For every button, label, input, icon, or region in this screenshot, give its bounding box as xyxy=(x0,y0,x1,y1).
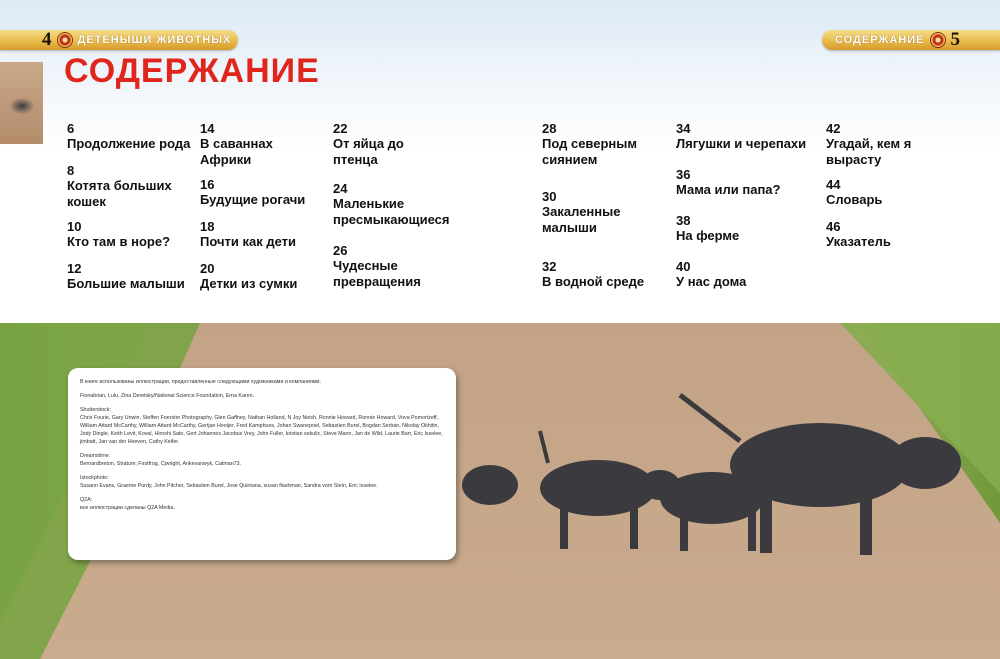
toc-title: Под северным сиянием xyxy=(542,136,637,167)
toc-entry[interactable] xyxy=(676,260,826,290)
toc-page-number: 26 xyxy=(333,243,348,258)
q2a-label: Q2A: xyxy=(80,497,93,503)
toc-title: Мама или папа? xyxy=(676,182,781,197)
credits-intro: В книге использованы иллюстрации, предоставленные следующими художниками и компаниями. xyxy=(80,379,321,385)
toc-title: Закаленные малыши xyxy=(542,204,621,235)
toc-page-number: 30 xyxy=(542,189,557,204)
toc-entry[interactable] xyxy=(200,220,320,250)
toc-entry[interactable] xyxy=(200,178,320,208)
toc-title: Кто там в норе? xyxy=(67,234,171,249)
toc-entry[interactable] xyxy=(67,122,217,152)
toc-title: Лягушки и черепахи xyxy=(676,136,807,151)
toc-page-number: 42 xyxy=(826,121,841,136)
right-page-header xyxy=(822,30,1000,50)
toc-title: От яйца до птенца xyxy=(333,136,404,167)
toc-entry[interactable] xyxy=(67,262,217,292)
warthog-thumbnail-image xyxy=(0,62,43,144)
toc-page-number: 10 xyxy=(67,219,82,234)
toc-page-number: 22 xyxy=(333,121,348,136)
toc-page-number: 32 xyxy=(542,259,557,274)
toc-entry[interactable] xyxy=(333,182,453,228)
toc-page-number: 34 xyxy=(676,121,691,136)
toc-title: Угадай, кем я вырасту xyxy=(826,136,912,167)
toc-title: Чудесные превращения xyxy=(333,258,421,289)
rosette-icon xyxy=(931,33,945,47)
toc-title: Почти как дети xyxy=(200,234,297,249)
toc-page-number: 44 xyxy=(826,177,841,192)
toc-title: Продолжение рода xyxy=(67,136,191,151)
toc-entry[interactable] xyxy=(676,168,826,198)
toc-entry[interactable] xyxy=(67,164,187,210)
rosette-icon xyxy=(58,33,72,47)
toc-title: На ферме xyxy=(676,228,740,243)
toc-title: Детки из сумки xyxy=(200,276,298,291)
toc-entry[interactable] xyxy=(67,220,217,250)
toc-page-number: 14 xyxy=(200,121,215,136)
toc-entry[interactable] xyxy=(676,214,826,244)
toc-page-number: 36 xyxy=(676,167,691,182)
toc-title: Котята больших кошек xyxy=(67,178,172,209)
toc-entry[interactable] xyxy=(200,262,320,292)
toc-page-number: 38 xyxy=(676,213,691,228)
toc-page-number: 16 xyxy=(200,177,215,192)
shutterstock-credits: Chris Fourie, Gary Unwin, Steffen Foerster Photography, Glen Gaffney, Nathan Holland, N Joy Neish, Ronnie Howard, Ronnie Howard, Vova Pomortzeff, William Attard McCarthy, William Attard McCarthy, Gertjan Hooijer, Fred Kamphues, Johan Swanepoel, Sebastien Burel, Bogdan Serban, Nikolay Okhitin, Jody Dingle, Keith Levit, Koval, Hiroshi Sato, Gert Johannes Jacobus Vrey, John Fuller, kristian sekulic, Steve Mann, Jan de Wild, Laurie Barr, Eric Isselee, jimbatt, Jan van der Hoeven, Cathy Keifer. xyxy=(80,415,443,445)
q2a-credits: все иллюстрации сделаны Q2A Media. xyxy=(80,505,175,511)
toc-entry[interactable] xyxy=(826,122,921,168)
toc-page-number: 12 xyxy=(67,261,82,276)
right-page-number: 5 xyxy=(950,29,960,50)
dreamstime-label: Dreamstime: xyxy=(80,453,111,459)
istockphoto-label: Istockphoto: xyxy=(80,475,109,481)
toc-title: У нас дома xyxy=(676,274,747,289)
toc-title: Маленькие пресмыкающиеся xyxy=(333,196,450,227)
toc-title: В водной среде xyxy=(542,274,645,289)
toc-title: В саваннах Африки xyxy=(200,136,273,167)
toc-entry[interactable] xyxy=(333,122,428,168)
toc-title: Словарь xyxy=(826,192,883,207)
shutterstock-label: Shutterstock: xyxy=(80,407,111,413)
left-section-title: ДЕТЕНЫШИ ЖИВОТНЫХ xyxy=(77,34,232,46)
toc-entry[interactable] xyxy=(542,122,642,168)
toc-entry[interactable] xyxy=(542,260,662,290)
toc-title: Указатель xyxy=(826,234,891,249)
istockphoto-credits: Susann Evans, Graeme Purdy, John Pitcher, Sebastien Burel, Jose Quintana, susan flashman, Sandra vom Stein, Eric Isselee. xyxy=(80,483,378,489)
toc-page-number: 46 xyxy=(826,219,841,234)
toc-page-number: 28 xyxy=(542,121,557,136)
toc-page-number: 40 xyxy=(676,259,691,274)
toc-page-number: 24 xyxy=(333,181,348,196)
illustration-credits xyxy=(68,368,456,560)
toc-page-number: 20 xyxy=(200,261,215,276)
toc-title: Большие малыши xyxy=(67,276,185,291)
left-page-number: 4 xyxy=(42,29,52,50)
page-title: СОДЕРЖАНИЕ xyxy=(64,52,320,90)
left-page-header xyxy=(0,30,238,50)
right-section-title: СОДЕРЖАНИЕ xyxy=(834,34,925,46)
toc-page-number: 8 xyxy=(67,163,75,178)
toc-entry[interactable] xyxy=(826,178,976,208)
toc-entry[interactable] xyxy=(676,122,826,152)
toc-entry[interactable] xyxy=(200,122,300,168)
credits-artists: Fionabrian, Lulu, Zina Deretsky/National Science Foundation, Erna Karen. xyxy=(80,393,255,399)
toc-page-number: 18 xyxy=(200,219,215,234)
toc-entry[interactable] xyxy=(333,244,433,290)
toc-entry[interactable] xyxy=(826,220,976,250)
toc-page-number: 6 xyxy=(67,121,75,136)
toc-entry[interactable] xyxy=(542,190,632,236)
dreamstime-credits: Bernardbreton, Stratum, Firstfrog, Cjwright, Ankevanwyk, Catman73. xyxy=(80,461,242,467)
toc-title: Будущие рогачи xyxy=(200,192,306,207)
